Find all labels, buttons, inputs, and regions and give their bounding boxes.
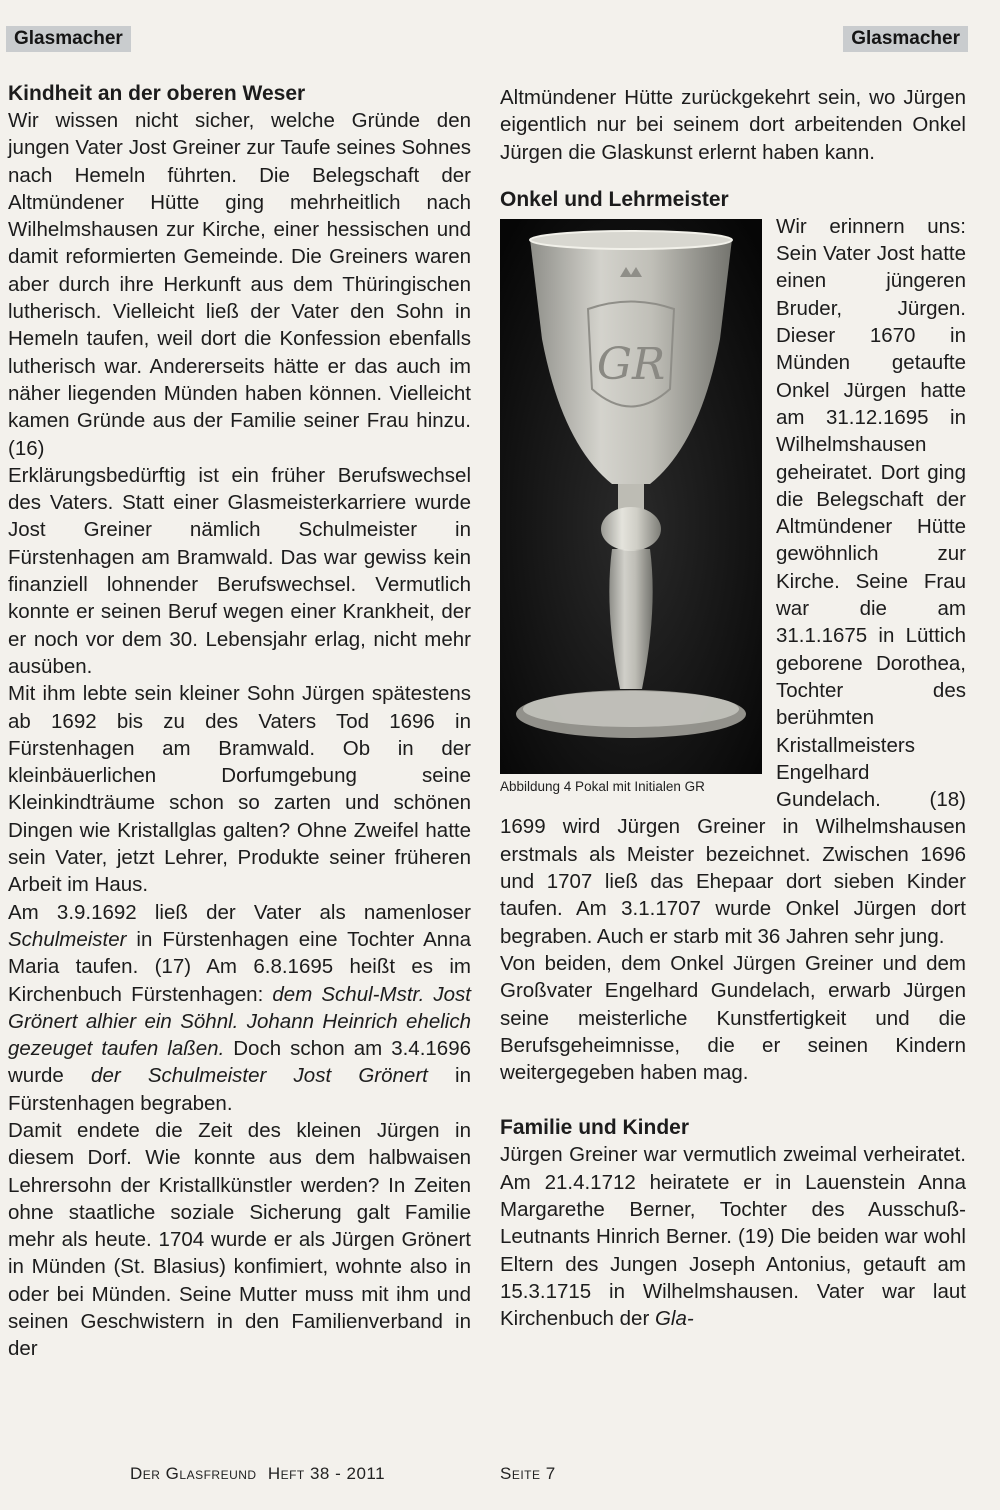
left-column <box>8 80 471 1363</box>
right-column <box>500 84 966 1332</box>
paragraph: Von beiden, dem Onkel Jürgen Greiner und dem Großvater Engelhard Gundelach, erwarb Jürgen seine meisterliche Kunstfertigkeit und die Berufsgeheimnisse, die er seinen Kindern weitergegeben haben mag. <box>500 951 966 1085</box>
section-heading-familie: Familie und Kinder <box>500 1116 690 1140</box>
paragraph: Wir wissen nicht sicher, welche Gründe den jungen Vater Jost Greiner zur Taufe seines Sohnes nach Hemeln führten. Die Belegschaft der Altmündener Hütte ging mehrheitlich nach Wilhelmshausen zur Kirche, einer hessischen und damit reformierten Gemeinde. Die Greiners waren aber durch ihre Herkunft aus dem Thüringischen lutherisch. Vielleicht ließ der Vater den Sohn in Hemeln taufen, weil dort die Konfession ebenfalls lutherisch war. Andererseits hätte er das auch im näher liegenden Münden haben können. Vielleicht kamen Gründe aus der Familie seiner Frau hinzu. (16) <box>8 109 471 460</box>
svg-text:GR: GR <box>596 338 666 390</box>
goblet-photo <box>500 219 762 774</box>
footer-issue: Heft 38 - 2011 <box>267 1464 386 1483</box>
paragraph-wrapped: Wir erinnern uns: Sein Vater Jost hatte einen jüngeren Bruder, Jürgen. Dieser 1670 in Münden getaufte Onkel Jürgen hatte am 31.12.1695 in Wilhelmshausen geheiratet. Dort ging die Belegschaft der Altmündener Hütte gewöhnlich zur Kirche. Seine Frau war die am 31.1.1675 in Lüttich geborene Dorothea, Tochter des berühmten Kristallmeisters Engelhard Gundelach. (18) 1699 wird Jürgen Greiner in Wilhelmshausen erstmals als Meister bezeichnet. Zwischen 1696 und 1707 ließ das Ehepaar dort sieben Kinder taufen. Am 3.1.1707 wurde Onkel Jürgen dort begraben. Auch er starb mit 36 Jahren sehr jung. <box>500 214 966 948</box>
page-footer <box>130 1464 556 1484</box>
paragraph: Jürgen Greiner war vermutlich zweimal verheiratet. Am 21.4.1712 heiratete er in Lauenstein Anna Margarethe Berner, Tochter des Ausschuß-Leutnants Hinrich Berner. (19) Die beiden war wohl Eltern des Jungen Joseph Antonius, getauft am 15.3.1715 in Wilhelmshausen. Vater war laut Kirchenbuch der Gla- <box>500 1143 966 1331</box>
figure-goblet <box>500 219 762 796</box>
paragraph-baptism-records: Am 3.9.1692 ließ der Vater als namenloser Schulmeister in Fürstenhagen eine Tochter Anna Maria taufen. (17) Am 6.8.1695 heißt es im Kirchenbuch Fürstenhagen: dem Schul-Mstr. Jost Grönert alhier ein Söhnl. Johann Heinrich ehelich gezeuget taufen laßen. Doch schon am 3.4.1696 wurde der Schulmeister Jost Grönert in Fürstenhagen begraben. <box>8 900 472 1115</box>
footer-page-number: Seite 7 <box>500 1464 556 1483</box>
running-header-right: Glasmacher <box>843 26 968 52</box>
figure-caption: Abbildung 4 Pokal mit Initialen GR <box>500 778 705 794</box>
paragraph: Altmündener Hütte zurückgekehrt sein, wo Jürgen eigentlich nur bei seinem dort arbeitenden Onkel Jürgen die Glaskunst erlernt haben kann. <box>500 86 966 164</box>
paragraph: Erklärungsbedürftig ist ein früher Berufswechsel des Vaters. Statt einer Glasmeisterkarriere wurde Jost Greiner nämlich Schulmeister in Fürstenhagen am Bramwald. Das war gewiss kein finanziell lohnender Berufswechsel. Vermutlich konnte er seinen Beruf wegen einer Krankheit, der er noch vor dem 30. Lebensjahr erlag, nicht mehr ausüben. <box>8 463 471 678</box>
paragraph: Mit ihm lebte sein kleiner Sohn Jürgen spätestens ab 1692 bis zu des Vaters Tod 1696 in Fürstenhagen am Bramwald. Ob in der kleinbäuerlichen Dorfumgebung seine Kleinkindträume schon so zarten und schönen Dingen wie Kristallglas galten? Ohne Zweifel hatte sein Vater, jetzt Lehrer, Produkte seiner früheren Arbeit im Haus. <box>8 682 471 897</box>
section-heading-onkel: Onkel und Lehrmeister <box>500 187 729 211</box>
footer-publication: Der Glasfreund <box>130 1464 257 1483</box>
section-heading-kindheit: Kindheit an der oberen Weser <box>8 82 306 105</box>
running-header-left: Glasmacher <box>6 26 131 52</box>
paragraph: Damit endete die Zeit des kleinen Jürgen in diesem Dorf. Wie konnte aus dem halbwaisen Lehrersohn der Kristallkünstler werden? In Zeiten ohne staatliche soziale Sicherung galt Familie mehr als heute. 1704 wurde er als Jürgen Grönert in Münden (St. Blasius) konfimiert, wohnte also in oder bei Münden. Seine Mutter muss mit ihm und seinen Geschwistern in den Familienverband in der <box>8 1118 471 1361</box>
goblet-image <box>500 219 762 774</box>
